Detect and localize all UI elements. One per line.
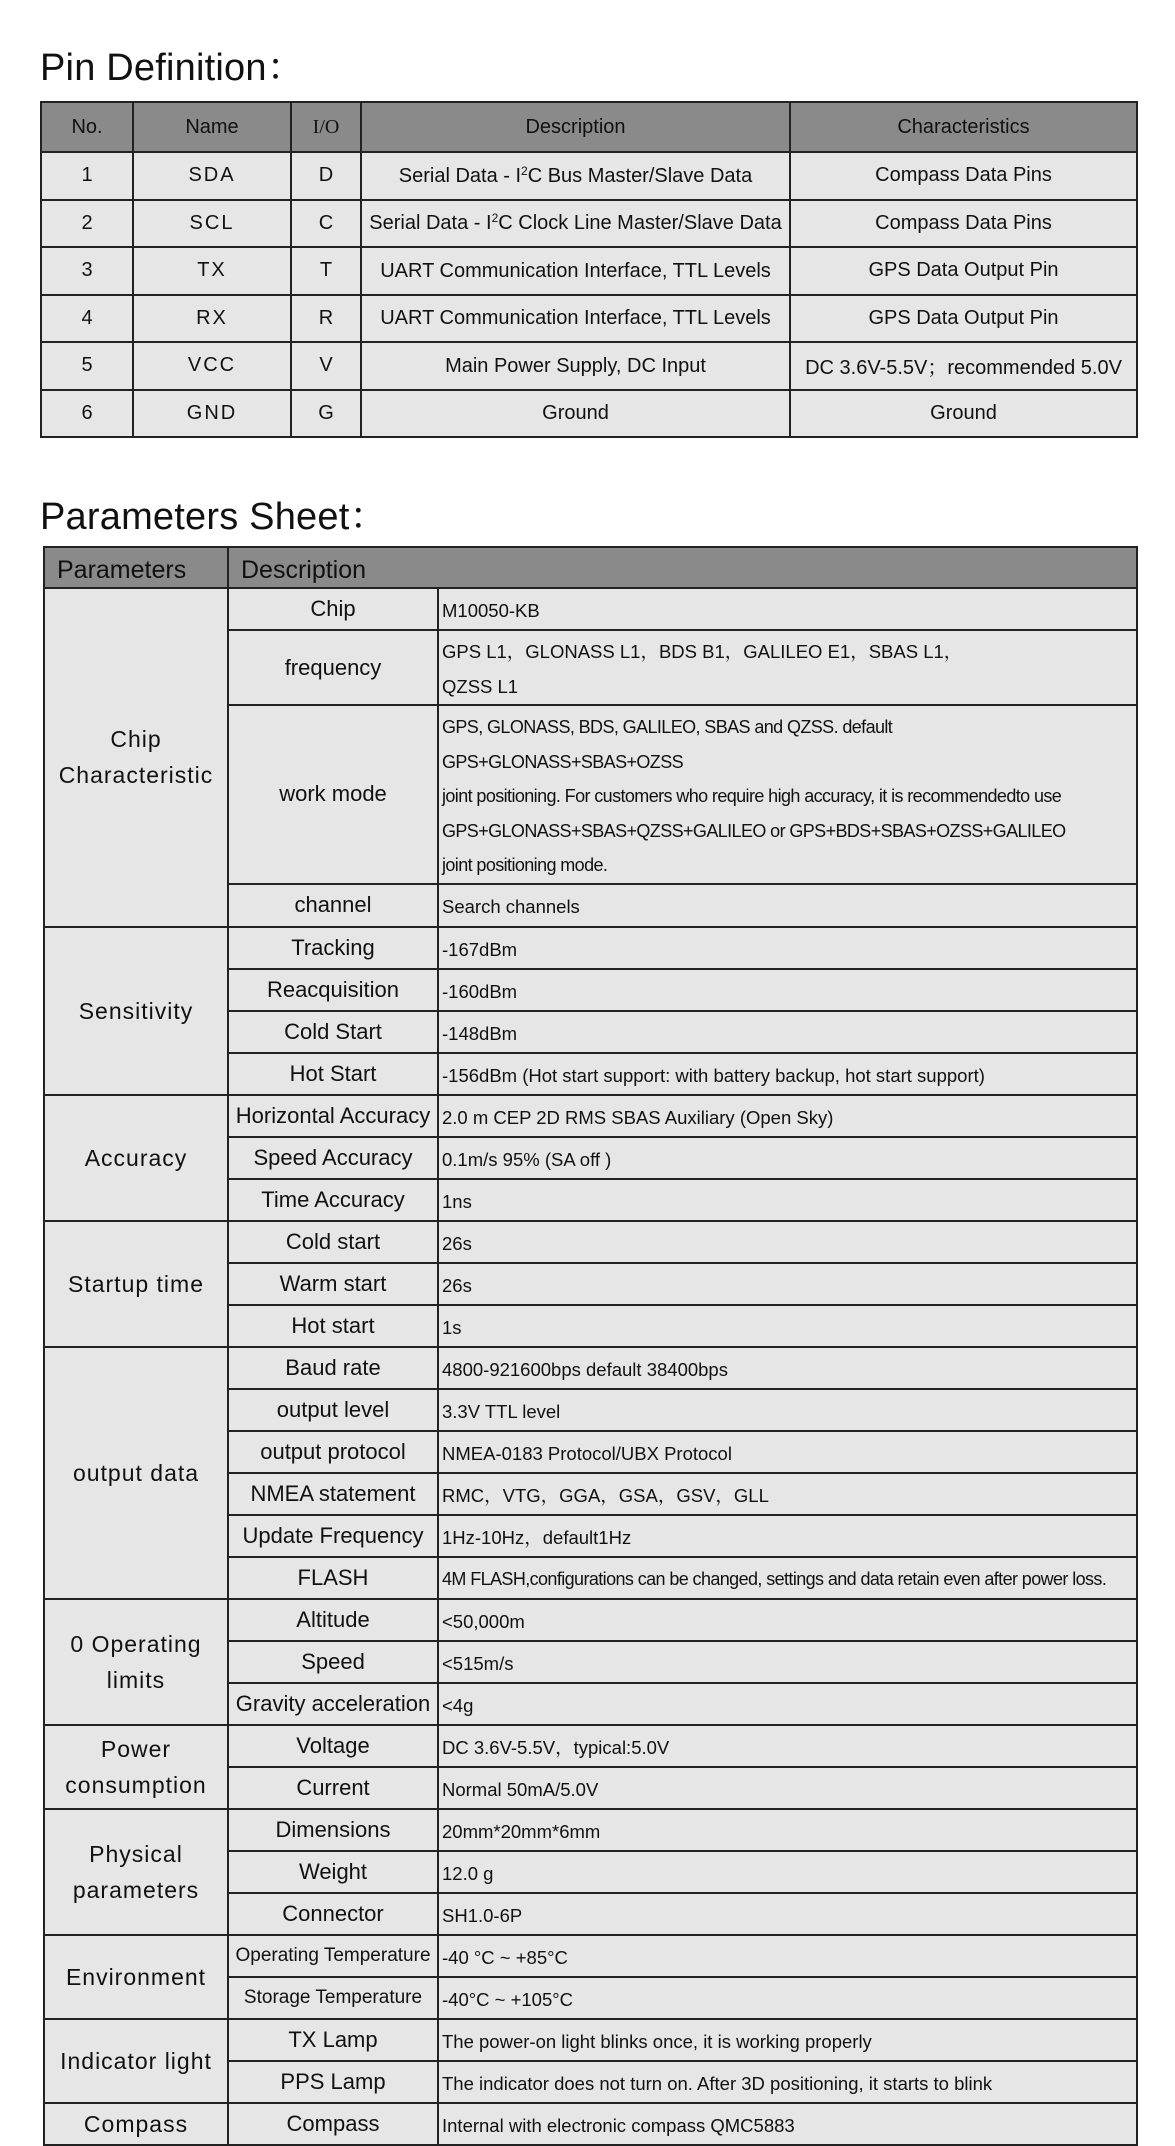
group-chip-characteristic [44, 588, 228, 927]
param-value: -167dBm [438, 927, 1137, 969]
param-value: -160dBm [438, 969, 1137, 1011]
parameters-table [43, 546, 1138, 2146]
description-text: UART Communication Interface, TTL Levels [380, 307, 771, 330]
param-value: -156dBm (Hot start support: with battery backup, hot start support) [438, 1053, 1137, 1095]
table-row [41, 152, 1137, 200]
param-value: 20mm*20mm*6mm [438, 1809, 1137, 1851]
param-value: The power-on light blinks once, it is working properly [438, 2019, 1137, 2061]
group-compass [44, 2103, 228, 2145]
table-row [44, 927, 1137, 969]
table-row [41, 342, 1137, 390]
param-label: Warm start [228, 1263, 438, 1305]
table-row [44, 2019, 1137, 2061]
param-label: Compass [228, 2103, 438, 2145]
pin-name: VCC [133, 342, 291, 390]
table-row [44, 1935, 1137, 1977]
pin-number: 4 [41, 295, 133, 343]
pin-io: T [291, 247, 361, 295]
pin-name: GND [133, 390, 291, 438]
table-row [41, 200, 1137, 248]
group-label-line: parameters [72, 1876, 200, 1903]
param-label: output protocol [228, 1431, 438, 1473]
param-value: <515m/s [438, 1641, 1137, 1683]
param-label: Reacquisition [228, 969, 438, 1011]
table-row [44, 1095, 1137, 1137]
param-label: FLASH [228, 1557, 438, 1599]
pin-name: RX [133, 295, 291, 343]
header-parameters: Parameters [44, 547, 228, 588]
param-label: Cold start [228, 1221, 438, 1263]
group-startup-time [44, 1221, 228, 1347]
param-label: Baud rate [228, 1347, 438, 1389]
param-value: 1s [438, 1305, 1137, 1347]
value-line: GPS+GLONASS+SBAS+QZSS+GALILEO or GPS+BDS+SBAS+OZSS+GALILEO [442, 820, 1066, 841]
group-operating-limits [44, 1599, 228, 1725]
pin-characteristics: DC 3.6V-5.5V；recommended 5.0V [790, 342, 1137, 390]
group-accuracy [44, 1095, 228, 1221]
param-label: Dimensions [228, 1809, 438, 1851]
group-label: Accuracy [84, 1144, 188, 1171]
group-label: output data [72, 1459, 200, 1486]
group-label: Indicator light [60, 2047, 212, 2074]
param-value: The indicator does not turn on. After 3D positioning, it starts to blink [438, 2061, 1137, 2103]
group-sensitivity [44, 927, 228, 1095]
param-label: Speed [228, 1641, 438, 1683]
param-label: Update Frequency [228, 1515, 438, 1557]
description-text: UART Communication Interface, TTL Levels [380, 259, 771, 282]
param-label: Gravity acceleration [228, 1683, 438, 1725]
table-row [41, 247, 1137, 295]
param-label: Time Accuracy [228, 1179, 438, 1221]
param-label: Operating Temperature [228, 1935, 438, 1977]
param-value: 2.0 m CEP 2D RMS SBAS Auxiliary (Open Sky) [438, 1095, 1137, 1137]
group-indicator-light [44, 2019, 228, 2103]
group-label-line: 0 Operating [70, 1630, 202, 1657]
param-label: Tracking [228, 927, 438, 969]
group-environment [44, 1935, 228, 2019]
group-label-line: Physical [89, 1840, 183, 1867]
param-value: SH1.0-6P [438, 1893, 1137, 1935]
group-label: Environment [65, 1963, 207, 1990]
param-label: channel [228, 884, 438, 927]
pin-io: G [291, 390, 361, 438]
group-output-data [44, 1347, 228, 1599]
param-label: frequency [228, 630, 438, 705]
param-label: Speed Accuracy [228, 1137, 438, 1179]
header-description: Description [228, 547, 1137, 588]
value-line: joint positioning. For customers who require high accuracy, it is recommendedto use [442, 786, 1062, 806]
pin-characteristics: Compass Data Pins [790, 152, 1137, 200]
group-label-line: limits [106, 1666, 166, 1693]
description-text: Serial Data - I [398, 164, 522, 187]
param-label: Chip [228, 588, 438, 630]
param-label: Altitude [228, 1599, 438, 1641]
pin-io: R [291, 295, 361, 343]
pin-number: 5 [41, 342, 133, 390]
param-value: 26s [438, 1263, 1137, 1305]
value-line: GPS, GLONASS, BDS, GALILEO, SBAS and QZSS. default GPS+GLONASS+SBAS+OZSS [442, 717, 893, 772]
param-label: NMEA statement [228, 1473, 438, 1515]
pin-io: D [291, 152, 361, 200]
param-label: Storage Temperature [228, 1977, 438, 2019]
description-text: Serial Data - I [369, 212, 492, 235]
param-value: -40 °C ~ +85°C [438, 1935, 1137, 1977]
table-row [44, 1809, 1137, 1851]
pin-characteristics: GPS Data Output Pin [790, 295, 1137, 343]
param-value: 1ns [438, 1179, 1137, 1221]
description-text: C Clock Line Master/Slave Data [498, 212, 782, 235]
pin-description [361, 390, 790, 438]
param-label: work mode [228, 705, 438, 884]
param-value: -40°C ~ +105°C [438, 1977, 1137, 2019]
param-value: 0.1m/s 95% (SA off ) [438, 1137, 1137, 1179]
pin-description [361, 247, 790, 295]
param-value: <50,000m [438, 1599, 1137, 1641]
pin-definition-table [40, 101, 1138, 438]
param-value: 4800-921600bps default 38400bps [438, 1347, 1137, 1389]
pin-description [361, 152, 790, 200]
header-characteristics: Characteristics [790, 102, 1137, 152]
pin-name: TX [133, 247, 291, 295]
header-description: Description [361, 102, 790, 152]
param-label: Horizontal Accuracy [228, 1095, 438, 1137]
table-row [41, 295, 1137, 343]
param-label: Current [228, 1767, 438, 1809]
param-label: Connector [228, 1893, 438, 1935]
table-row [41, 390, 1137, 438]
pin-description [361, 200, 790, 248]
description-text: Main Power Supply, DC Input [445, 354, 706, 377]
group-label: Compass [83, 2110, 189, 2137]
param-value: M10050-KB [438, 588, 1137, 630]
pin-io: V [291, 342, 361, 390]
pin-number: 1 [41, 152, 133, 200]
table-row [44, 1221, 1137, 1263]
group-power-consumption [44, 1725, 228, 1809]
group-physical-parameters [44, 1809, 228, 1935]
group-label-line: Chip [110, 726, 162, 753]
pin-number: 6 [41, 390, 133, 438]
param-value: DC 3.6V-5.5V，typical:5.0V [438, 1725, 1137, 1767]
param-value [438, 705, 1137, 884]
pin-description [361, 342, 790, 390]
table-row [44, 2103, 1137, 2145]
param-value: 3.3V TTL level [438, 1389, 1137, 1431]
param-value [438, 630, 1137, 705]
param-label: Hot Start [228, 1053, 438, 1095]
table-header-row [41, 102, 1137, 152]
param-value: NMEA-0183 Protocol/UBX Protocol [438, 1431, 1137, 1473]
table-row [44, 1347, 1137, 1389]
pin-description [361, 295, 790, 343]
table-row [44, 1599, 1137, 1641]
header-no: No. [41, 102, 133, 152]
header-io: I/O [291, 102, 361, 152]
table-row [44, 1725, 1137, 1767]
superscript: 2 [521, 163, 528, 178]
param-value: RMC，VTG，GGA，GSA，GSV，GLL [438, 1473, 1137, 1515]
table-row [44, 588, 1137, 630]
param-value: Normal 50mA/5.0V [438, 1767, 1137, 1809]
param-label: Hot start [228, 1305, 438, 1347]
group-label: Sensitivity [78, 997, 194, 1024]
param-value: 1Hz-10Hz，default1Hz [438, 1515, 1137, 1557]
group-label-line: Power [100, 1735, 172, 1762]
value-line: GPS L1，GLONASS L1，BDS B1，GALILEO E1，SBAS L1， [442, 641, 963, 662]
pin-number: 2 [41, 200, 133, 248]
superscript: 2 [491, 211, 499, 226]
pin-io: C [291, 200, 361, 248]
param-value: 26s [438, 1221, 1137, 1263]
value-line: joint positioning mode. [442, 855, 608, 875]
param-value: Internal with electronic compass QMC5883 [438, 2103, 1137, 2145]
header-name: Name [133, 102, 291, 152]
table-header-row [44, 547, 1137, 588]
pin-name: SCL [133, 200, 291, 248]
value-line: QZSS L1 [442, 675, 519, 697]
pin-definition-title: Pin Definition： [40, 47, 305, 89]
pin-name: SDA [133, 152, 291, 200]
param-label: Voltage [228, 1725, 438, 1767]
param-value: Search channels [438, 884, 1137, 927]
description-text: C Bus Master/Slave Data [527, 164, 753, 187]
pin-number: 3 [41, 247, 133, 295]
param-label: TX Lamp [228, 2019, 438, 2061]
description-text: Ground [542, 402, 609, 425]
group-label-line: Characteristic [58, 762, 214, 789]
param-label: Cold Start [228, 1011, 438, 1053]
param-value: 4M FLASH,configurations can be changed, settings and data retain even after power loss. [438, 1557, 1137, 1599]
group-label-line: consumption [65, 1771, 207, 1798]
param-label: output level [228, 1389, 438, 1431]
pin-characteristics: Compass Data Pins [790, 200, 1137, 248]
param-label: PPS Lamp [228, 2061, 438, 2103]
param-value: <4g [438, 1683, 1137, 1725]
group-label: Startup time [68, 1270, 204, 1297]
pin-characteristics: Ground [790, 390, 1137, 438]
param-value: -148dBm [438, 1011, 1137, 1053]
param-value: 12.0 g [438, 1851, 1137, 1893]
parameters-sheet-title: Parameters Sheet： [40, 496, 388, 538]
pin-characteristics: GPS Data Output Pin [790, 247, 1137, 295]
param-label: Weight [228, 1851, 438, 1893]
